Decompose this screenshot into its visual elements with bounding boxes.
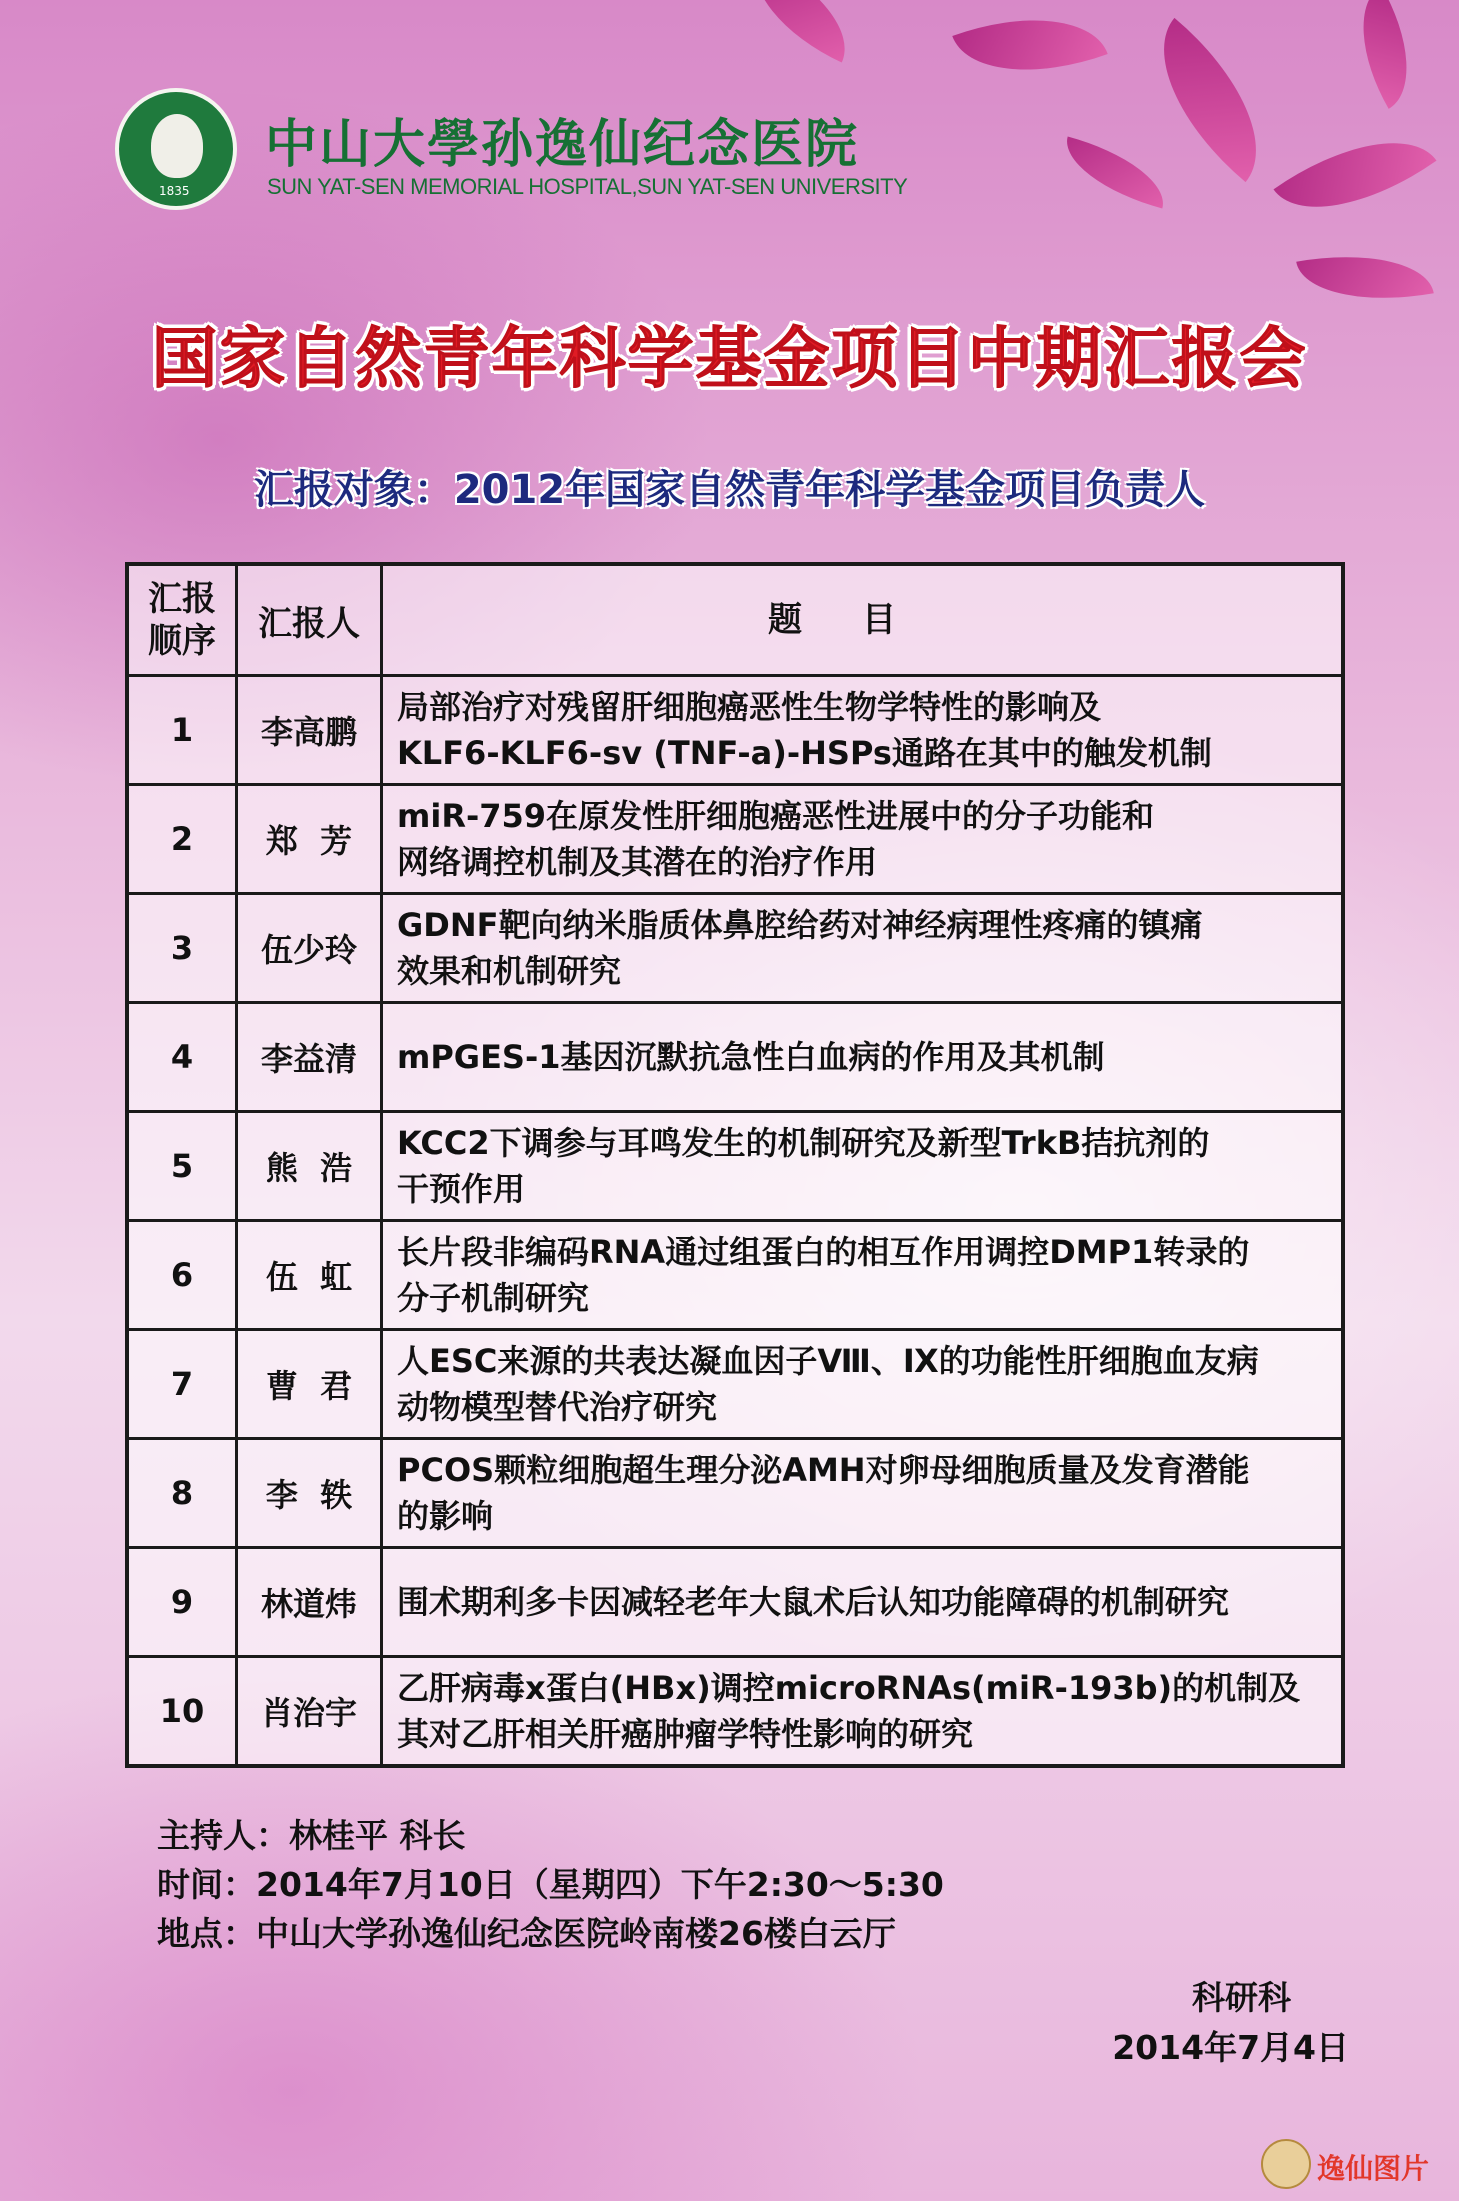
column-header-order: 汇报 顺序: [127, 564, 237, 676]
table-row: [127, 894, 1343, 1003]
watermark: [1261, 2139, 1441, 2189]
topic-line-2: KLF6-KLF6-sv (TNF-a)-HSPs通路在其中的触发机制: [397, 734, 1212, 772]
table-header-row: [127, 564, 1343, 676]
logo-year: 1835: [159, 184, 190, 198]
petal-decoration: [1273, 103, 1436, 246]
issue-date: 2014年7月4日: [1112, 2028, 1349, 2067]
topic-line-1: 长片段非编码RNA通过组蛋白的相互作用调控DMP1转录的: [397, 1233, 1250, 1271]
hospital-name-en: SUN YAT-SEN MEMORIAL HOSPITAL,SUN YAT-SEN UNIVERSITY: [267, 174, 908, 199]
table-row: [127, 676, 1343, 785]
report-schedule-table: [125, 562, 1345, 1768]
page-subtitle: 汇报对象：2012年国家自然青年科学基金项目负责人: [253, 467, 1206, 513]
petal-decoration: [1123, 18, 1297, 182]
row-reporter-name: 伍 虹: [237, 1221, 382, 1330]
row-topic: [382, 1330, 1344, 1439]
row-reporter-name: 李高鹏: [237, 676, 382, 785]
topic-line-2: 的影响: [397, 1497, 494, 1535]
watermark-text: 逸仙图片: [1317, 2152, 1430, 2185]
petal-decoration: [1056, 137, 1174, 209]
topic-line-1: KCC2下调参与耳鸣发生的机制研究及新型TrkB拮抗剂的: [397, 1124, 1210, 1162]
column-header-reporter: 汇报人: [237, 564, 382, 676]
petal-decoration: [733, 0, 867, 63]
watermark-logo-icon: [1261, 2139, 1311, 2189]
row-topic: [382, 1221, 1344, 1330]
column-header-topic: 题目: [382, 564, 1344, 676]
portrait-icon: [151, 114, 203, 178]
topic-line-1: GDNF靶向纳米脂质体鼻腔给药对神经病理性疼痛的镇痛: [397, 906, 1203, 944]
topic-line-1: miR-759在原发性肝细胞癌恶性进展中的分子功能和: [397, 797, 1155, 835]
row-topic: [382, 894, 1344, 1003]
hospital-logo: [115, 88, 237, 210]
row-reporter-name: 熊 浩: [237, 1112, 382, 1221]
row-order: 4: [127, 1003, 237, 1112]
place-line: 地点：中山大学孙逸仙纪念医院岭南楼26楼白云厅: [157, 1914, 896, 1953]
host-line: 主持人：林桂平 科长: [157, 1816, 466, 1855]
table-row: [127, 1112, 1343, 1221]
table-row: [127, 1657, 1343, 1767]
topic-line-1: mPGES-1基因沉默抗急性白血病的作用及其机制: [397, 1038, 1105, 1076]
petal-decoration: [952, 0, 1107, 102]
row-order: 2: [127, 785, 237, 894]
topic-line-1: 乙肝病毒x蛋白(HBx)调控microRNAs(miR-193b)的机制及: [397, 1669, 1301, 1707]
table-row: [127, 1330, 1343, 1439]
row-topic: [382, 785, 1344, 894]
table-row: [127, 785, 1343, 894]
topic-line-2: 干预作用: [397, 1170, 526, 1208]
topic-line-1: PCOS颗粒细胞超生理分泌AMH对卵母细胞质量及发育潜能: [397, 1451, 1250, 1489]
row-reporter-name: 曹 君: [237, 1330, 382, 1439]
row-reporter-name: 李益清: [237, 1003, 382, 1112]
topic-line-2: 网络调控机制及其潜在的治疗作用: [397, 843, 878, 881]
row-order: 1: [127, 676, 237, 785]
topic-line-2: 效果和机制研究: [397, 952, 622, 990]
topic-line-2: 动物模型替代治疗研究: [397, 1388, 718, 1426]
topic-line-2: 其对乙肝相关肝癌肿瘤学特性影响的研究: [397, 1715, 974, 1753]
table-row: [127, 1439, 1343, 1548]
topic-line-2: 分子机制研究: [397, 1279, 590, 1317]
row-order: 3: [127, 894, 237, 1003]
table-row: [127, 1221, 1343, 1330]
row-topic: [382, 1548, 1344, 1657]
row-order: 8: [127, 1439, 237, 1548]
hospital-header: [115, 88, 908, 213]
row-topic: [382, 676, 1344, 785]
row-topic: [382, 1112, 1344, 1221]
petal-decoration: [1334, 0, 1437, 109]
issuing-department: 科研科: [1192, 1978, 1291, 2017]
row-order: 9: [127, 1548, 237, 1657]
topic-line-1: 围术期利多卡因减轻老年大鼠术后认知功能障碍的机制研究: [397, 1583, 1230, 1621]
hospital-name-cn: 中山大學孙逸仙纪念医院: [265, 114, 860, 175]
row-reporter-name: 肖治宇: [237, 1657, 382, 1767]
row-order: 10: [127, 1657, 237, 1767]
topic-line-1: 局部治疗对残留肝细胞癌恶性生物学特性的影响及: [397, 688, 1102, 726]
row-reporter-name: 林道炜: [237, 1548, 382, 1657]
table-row: [127, 1003, 1343, 1112]
row-reporter-name: 伍少玲: [237, 894, 382, 1003]
time-line: 时间：2014年7月10日（星期四）下午2:30～5:30: [157, 1865, 944, 1904]
topic-line-1: 人ESC来源的共表达凝血因子Ⅷ、Ⅸ的功能性肝细胞血友病: [397, 1342, 1259, 1380]
row-order: 7: [127, 1330, 237, 1439]
row-reporter-name: 李 轶: [237, 1439, 382, 1548]
row-topic: [382, 1439, 1344, 1548]
page-title: 国家自然青年科学基金项目中期汇报会: [151, 320, 1308, 397]
table-row: [127, 1548, 1343, 1657]
row-order: 5: [127, 1112, 237, 1221]
row-topic: [382, 1003, 1344, 1112]
row-order: 6: [127, 1221, 237, 1330]
row-reporter-name: 郑 芳: [237, 785, 382, 894]
row-topic: [382, 1657, 1344, 1767]
